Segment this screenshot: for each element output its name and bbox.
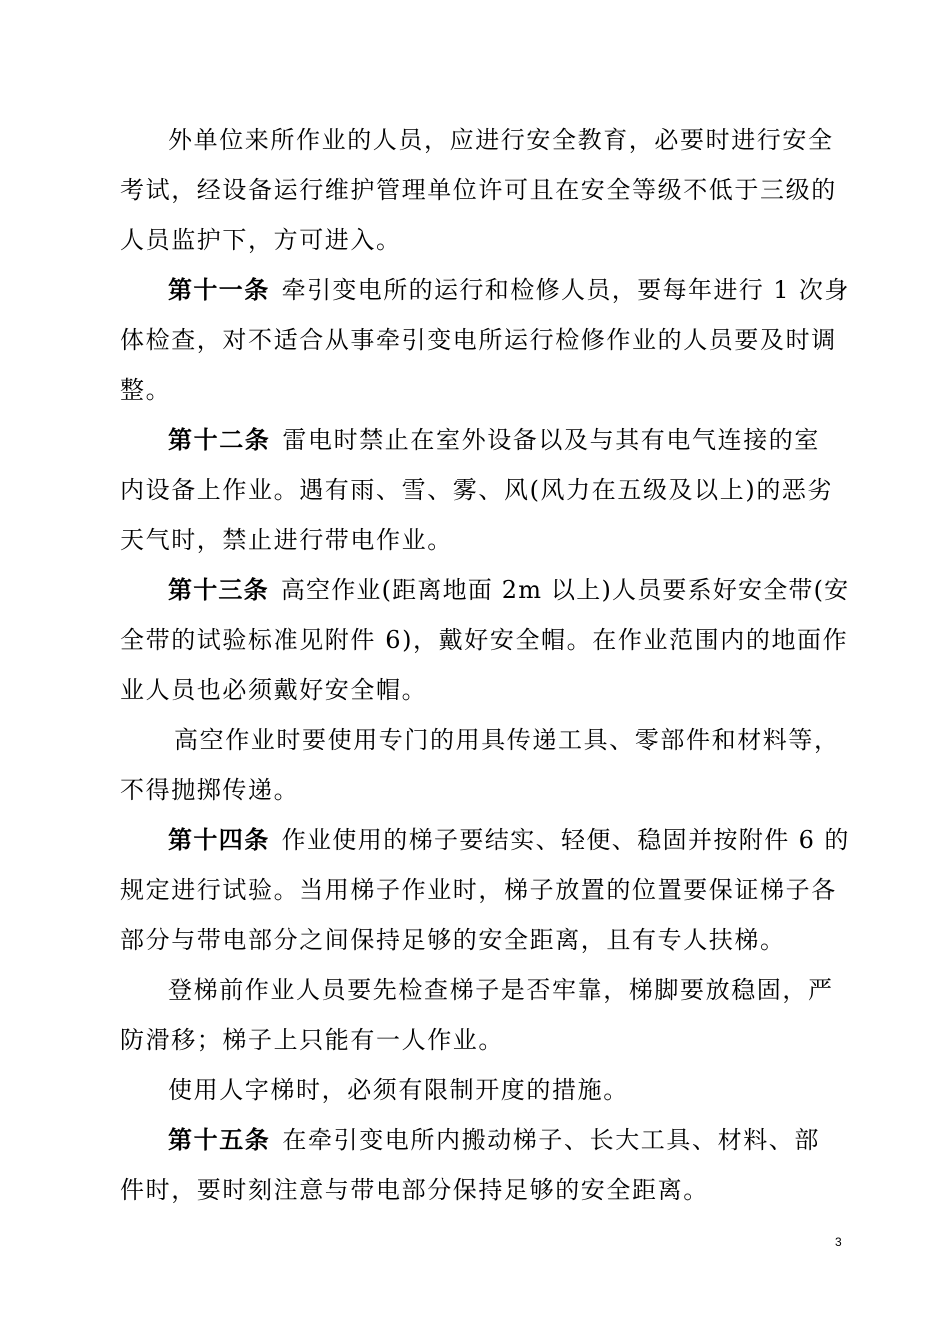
article-text: 雷电时禁止在室外设备以及与其有电气连接的室 [282,426,821,454]
article-first-line [168,575,849,605]
paragraph-line: 整。 [120,376,172,404]
paragraph-line: 体检查，对不适合从事牵引变电所运行检修作业的人员要及时调 [120,326,837,354]
paragraph-line: 不得抛掷传递。 [120,776,300,804]
article-first-line [168,825,850,855]
paragraph-line: 内设备上作业。遇有雨、雪、雾、风(风力在五级及以上)的恶劣 [120,476,834,504]
paragraph-line: 业人员也必须戴好安全帽。 [120,676,428,704]
article-text: 高空作业(距离地面 2m 以上)人员要系好安全带(安 [280,576,850,604]
article-first-line [168,275,850,305]
article-heading: 第十五条 [168,1126,271,1154]
article-first-line [168,1125,820,1155]
paragraph-line: 人员监护下，方可进入。 [120,226,402,254]
paragraph-line: 考试，经设备运行维护管理单位许可且在安全等级不低于三级的 [120,176,837,204]
article-text: 牵引变电所的运行和检修人员，要每年进行 1 次身 [281,276,850,304]
paragraph-line: 全带的试验标准见附件 6)，戴好安全帽。在作业范围内的地面作 [120,626,849,654]
page-number: 3 [835,1235,842,1249]
article-first-line [168,425,820,455]
paragraph-line: 登梯前作业人员要先检查梯子是否牢靠，梯脚要放稳固，严 [168,976,834,1004]
paragraph-line: 外单位来所作业的人员，应进行安全教育，必要时进行安全 [168,126,834,154]
article-text: 在牵引变电所内搬动梯子、长大工具、材料、部 [282,1126,821,1154]
article-text: 作业使用的梯子要结实、轻便、稳固并按附件 6 的 [281,826,850,854]
article-heading: 第十一条 [168,276,270,304]
paragraph-line: 使用人字梯时，必须有限制开度的措施。 [168,1076,629,1104]
article-heading: 第十二条 [168,426,271,454]
paragraph-line: 防滑移；梯子上只能有一人作业。 [120,1026,504,1054]
paragraph-line: 天气时，禁止进行带电作业。 [120,526,453,554]
paragraph-line: 高空作业时要使用专门的用具传递工具、零部件和材料等， [174,726,840,754]
article-heading: 第十四条 [168,826,270,854]
paragraph-line: 部分与带电部分之间保持足够的安全距离，且有专人扶梯。 [120,926,786,954]
article-heading: 第十三条 [168,576,269,604]
paragraph-line: 件时，要时刻注意与带电部分保持足够的安全距离。 [120,1176,709,1204]
paragraph-line: 规定进行试验。当用梯子作业时，梯子放置的位置要保证梯子各 [120,876,837,904]
